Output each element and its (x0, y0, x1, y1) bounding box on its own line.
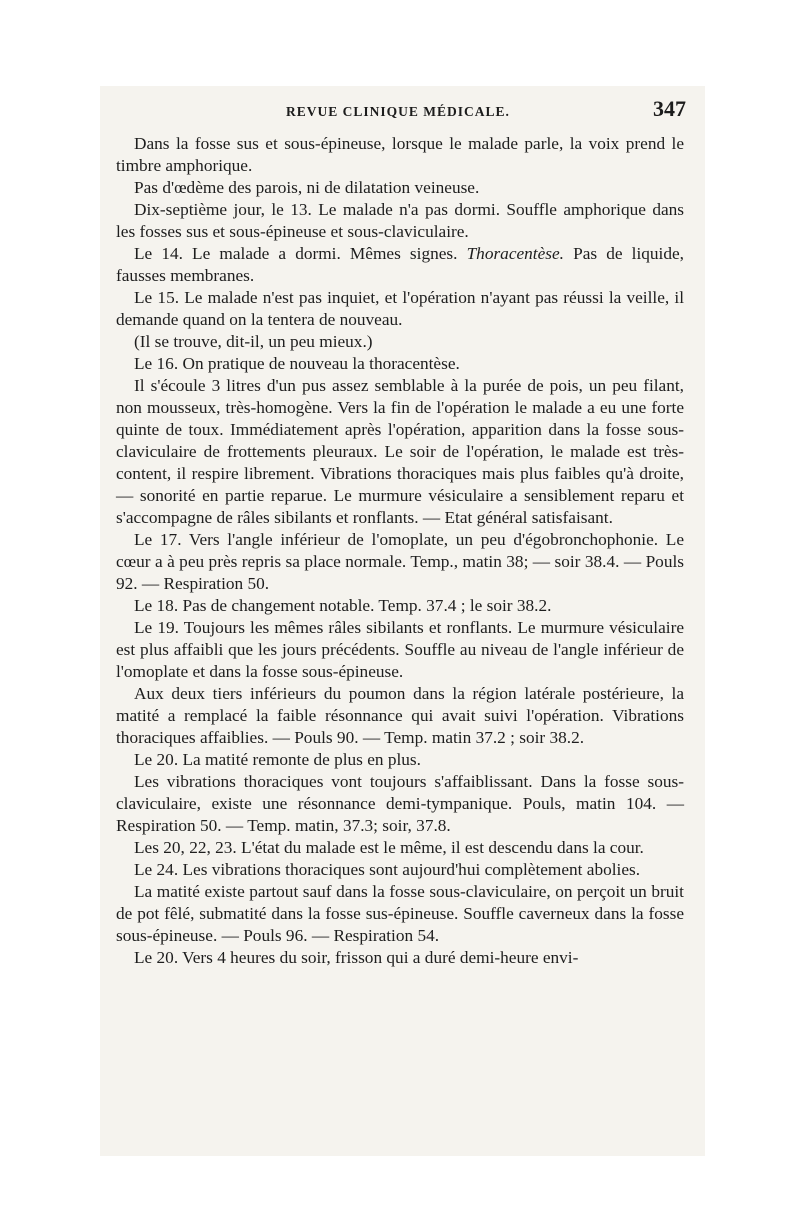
paragraph: La matité existe partout sauf dans la fosse sous-claviculaire, on perçoit un bruit de pot fêlé, submatité dans la fosse sus-épineuse. Souffle caverneux dans la fosse sous-épineuse. — Pouls 96. — Respiration 54. (116, 882, 684, 945)
paragraph: Dix-septième jour, le 13. Le malade n'a pas dormi. Souffle amphorique dans les fosses sus et sous-épineuse et sous-claviculaire. (116, 200, 684, 241)
paragraph: Le 20. La matité remonte de plus en plus. (134, 750, 421, 769)
paragraph: Le 17. Vers l'angle inférieur de l'omoplate, un peu d'égobronchophonie. Le cœur a à peu près repris sa place normale. Temp., matin 38; — soir 38.4. — Pouls 92. — Respiration 50. (116, 530, 684, 593)
paragraph: Les 20, 22, 23. L'état du malade est le même, il est descendu dans la cour. (134, 838, 644, 857)
page-number: 347 (653, 96, 686, 121)
paragraph: Le 18. Pas de changement notable. Temp. 37.4 ; le soir 38.2. (134, 596, 552, 615)
paragraph: Aux deux tiers inférieurs du poumon dans la région latérale postérieure, la matité a remplacé la faible résonnance qui avait suivi l'opération. Vibrations thoraciques affaiblies. — Pouls 90. — Temp. matin 37.2 ; soir 38.2. (116, 684, 684, 747)
paragraph: Les vibrations thoraciques vont toujours s'affaiblissant. Dans la fosse sous-claviculaire, existe une résonnance demi-tympanique. Pouls, matin 104. — Respiration 50. — Temp. matin, 37.3; soir, 37.8. (116, 772, 684, 835)
paragraph: Dans la fosse sus et sous-épineuse, lorsque le malade parle, la voix prend le timbre amphorique. (116, 134, 684, 175)
paragraph: Le 24. Les vibrations thoraciques sont aujourd'hui complètement abolies. (134, 860, 641, 879)
paragraph: Le 16. On pratique de nouveau la thoracentèse. (134, 354, 460, 373)
paragraph: Pas d'œdème des parois, ni de dilatation veineuse. (134, 178, 480, 197)
paragraph: Le 14. Le malade a dormi. Mêmes signes. Thoracentèse. Pas de liquide, fausses membranes. (116, 244, 684, 285)
page-header (116, 96, 690, 126)
paragraph: (Il se trouve, dit-il, un peu mieux.) (134, 332, 373, 351)
body-text (116, 133, 684, 969)
paragraph: Le 15. Le malade n'est pas inquiet, et l'opération n'ayant pas réussi la veille, il demande quand on la tentera de nouveau. (116, 288, 684, 329)
paragraph: Le 19. Toujours les mêmes râles sibilants et ronflants. Le murmure vésiculaire est plus affaibli que les jours précédents. Souffle au niveau de l'angle inférieur de l'omoplate et dans la fosse sous-épineuse. (116, 618, 684, 681)
paragraph: Il s'écoule 3 litres d'un pus assez semblable à la purée de pois, un peu filant, non mousseux, très-homogène. Vers la fin de l'opération le malade a eu une forte quinte de toux. Immédiatement après l'opération, apparition dans la fosse sous-claviculaire de frottements pleuraux. Le soir de l'opération, le malade est très-content, il respire librement. Vibrations thoraciques mais plus faibles qu'à droite, — sonorité en partie reparue. Le murmure vésiculaire a sensiblement reparu et s'accompagne de râles sibilants et ronflants. — Etat général satisfaisant. (116, 376, 684, 527)
emphasis: Thoracentèse. (466, 244, 564, 263)
running-title: REVUE CLINIQUE MÉDICALE. (286, 104, 510, 119)
paragraph: Le 20. Vers 4 heures du soir, frisson qui a duré demi-heure envi- (134, 948, 579, 967)
